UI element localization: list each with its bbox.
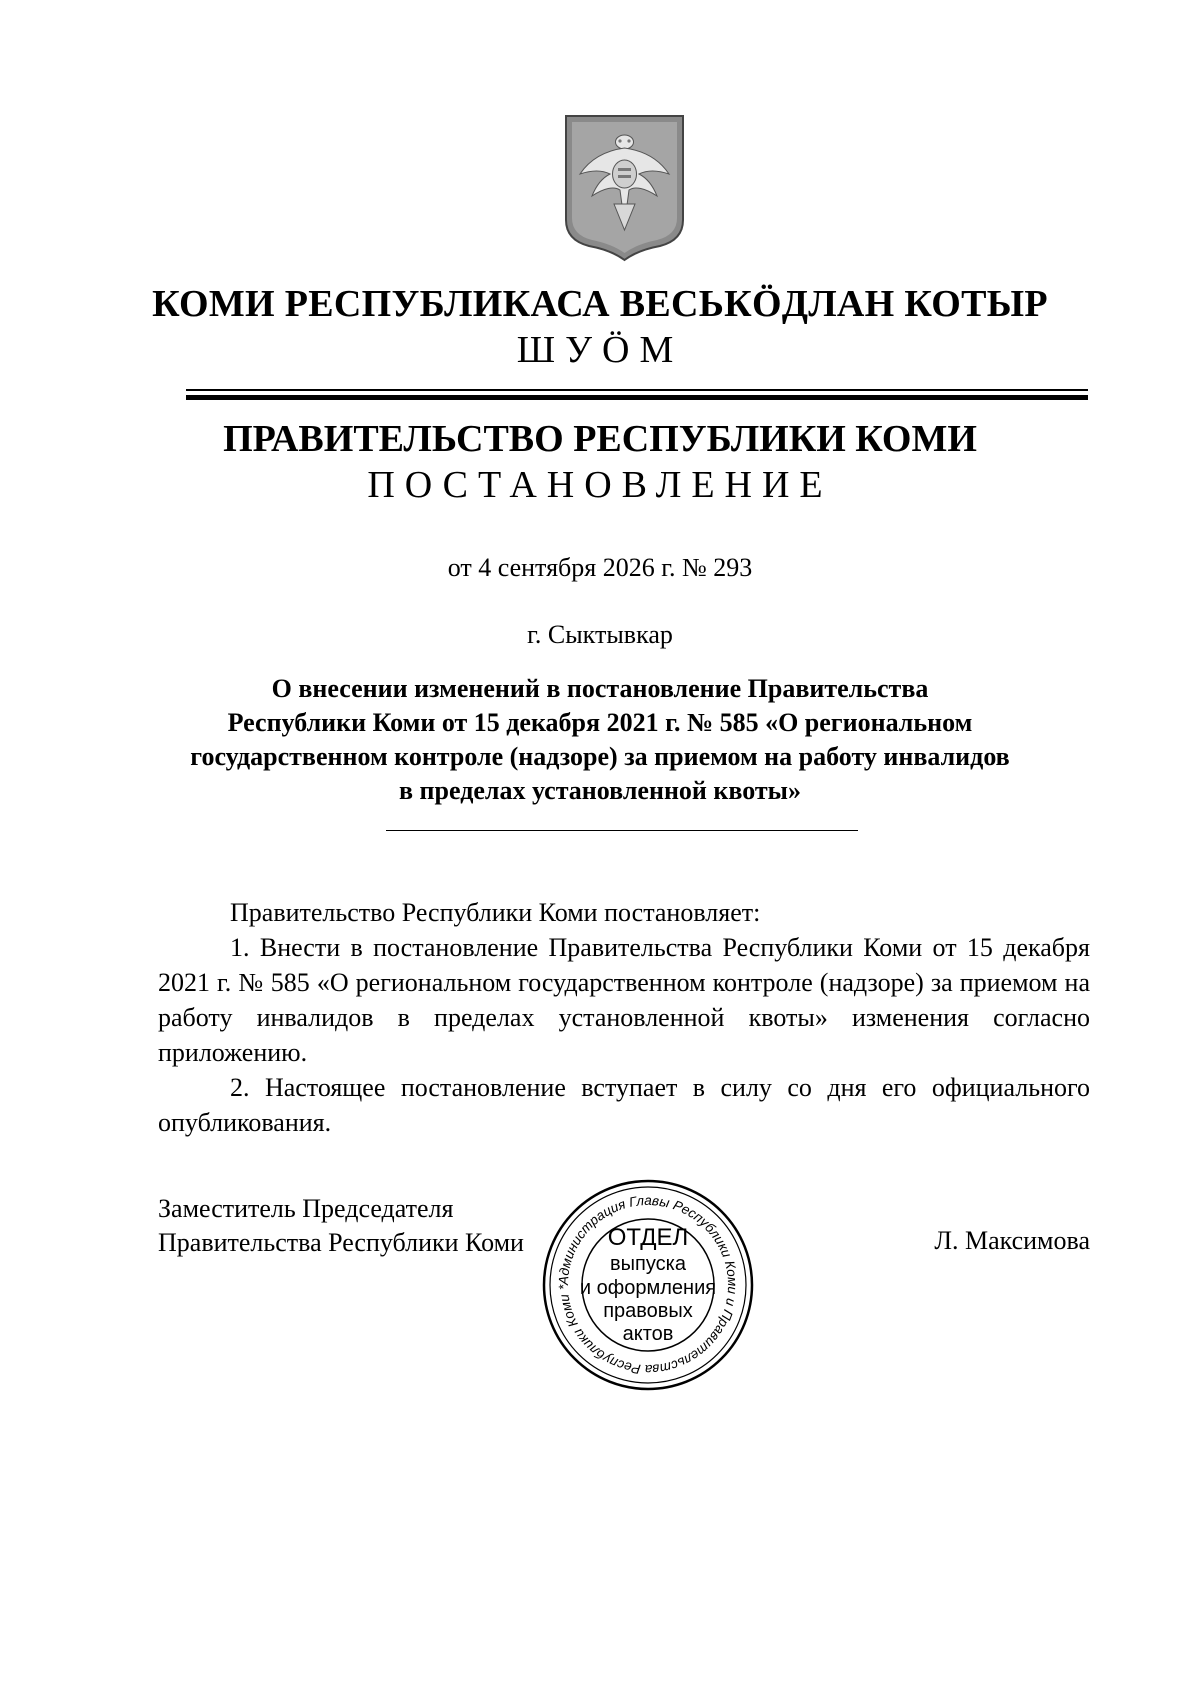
body-paragraph: 1. Внести в постановление Правительства Республики Коми от 15 декабря 2021 г. № 585 «О региональном государственном контроле (надзоре) за приемом на работу инвалидов в пределах установленной квоты» изменения согласно приложению. (158, 933, 1090, 1067)
government-title: ПРАВИТЕЛЬСТВО РЕСПУБЛИКИ КОМИ (223, 418, 977, 460)
official-stamp (538, 1175, 758, 1395)
subject-line: О внесении изменений в постановление Правительства (271, 674, 929, 703)
stamp-ring-text: Администрация Главы Республики Коми и Правительства Республики Коми * (555, 1192, 741, 1378)
coat-of-arms-emblem (562, 112, 687, 262)
document-subject (0, 672, 1200, 808)
document-body (158, 895, 1090, 1140)
komi-title: КОМИ РЕСПУБЛИКАСА ВЕСЬКӦДЛАН КОТЫР (152, 283, 1048, 325)
stamp-center-line: правовых (603, 1300, 693, 1322)
subject-underline (386, 830, 858, 831)
signatory-position-line: Заместитель Председателя (158, 1194, 454, 1223)
body-paragraph: 2. Настоящее постановление вступает в силу со дня его официального опубликования. (158, 1073, 1090, 1137)
stamp-center-line: ОТДЕЛ (607, 1224, 689, 1251)
header-divider-thin (186, 389, 1088, 391)
document-city: г. Сыктывкар (527, 620, 673, 649)
signatory-position-line: Правительства Республики Коми (158, 1228, 524, 1257)
header-divider-thick (186, 395, 1088, 400)
stamp-center-line: и оформления (579, 1277, 717, 1299)
stamp-center-line: актов (622, 1323, 674, 1345)
document-type: ПОСТАНОВЛЕНИЕ (367, 464, 833, 506)
stamp-center-line: выпуска (610, 1253, 686, 1275)
komi-subtitle: ШУӦМ (516, 329, 684, 371)
signatory-position (158, 1192, 524, 1260)
subject-line: государственном контроле (надзоре) за приемом на работу инвалидов (190, 742, 1010, 771)
signatory-name: Л. Максимова (934, 1226, 1090, 1255)
subject-line: Республики Коми от 15 декабря 2021 г. № 585 «О региональном (227, 708, 973, 737)
subject-line: в пределах установленной квоты» (399, 776, 801, 805)
body-paragraph: Правительство Республики Коми постановляет: (230, 898, 761, 927)
document-date-number: от 4 сентября 2026 г. № 293 (447, 553, 753, 582)
